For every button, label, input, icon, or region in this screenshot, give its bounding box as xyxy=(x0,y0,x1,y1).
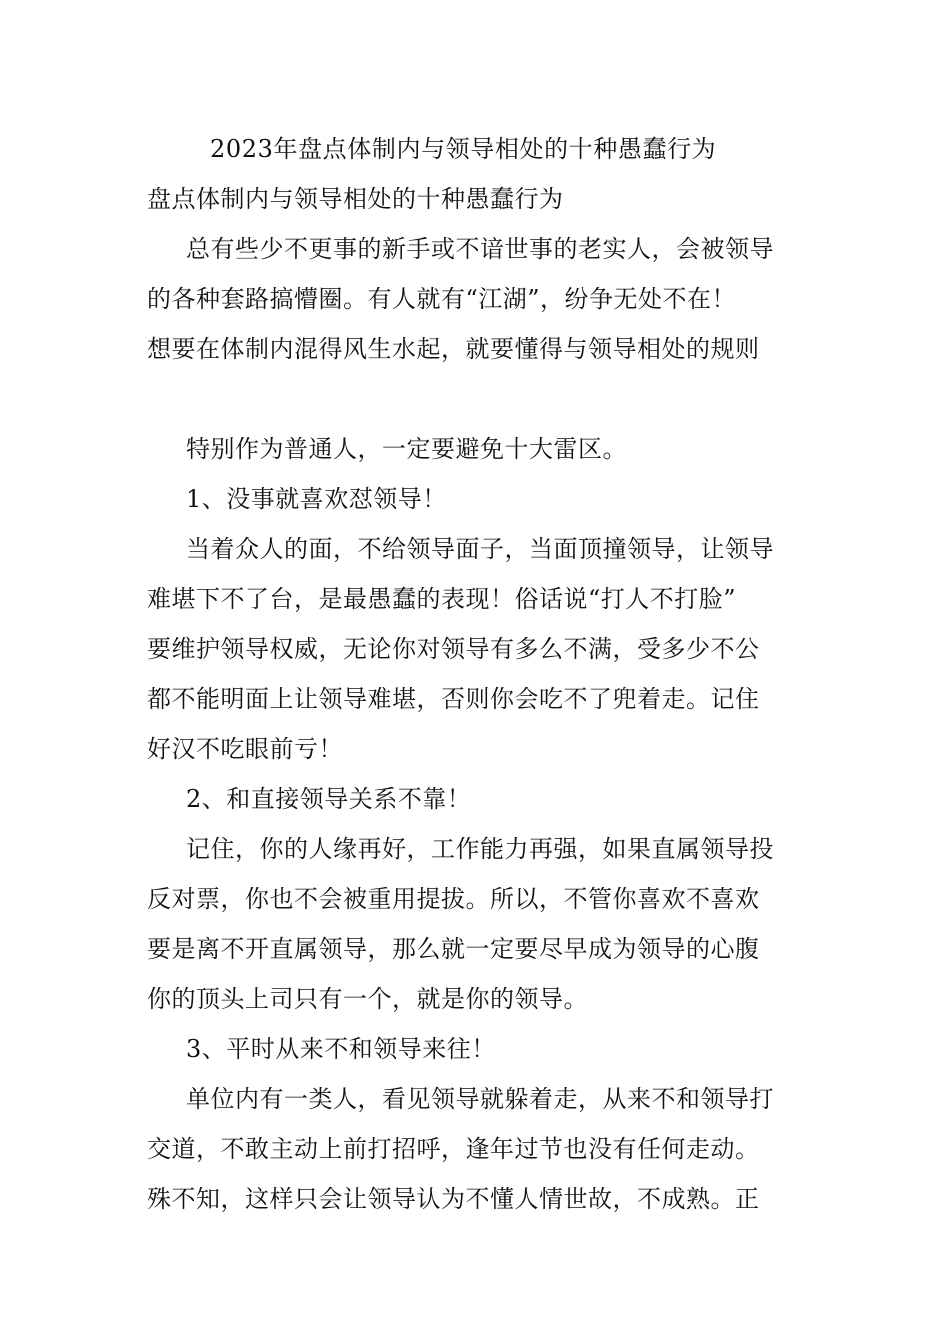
section-line: 好汉不吃眼前亏！ xyxy=(147,735,343,763)
section-line: 记住，你的人缘再好，工作能力再强，如果直属领导投 xyxy=(186,835,774,863)
section-line: 殊不知，这样只会让领导认为不懂人情世故，不成熟。正 xyxy=(147,1185,760,1213)
intro-line: 总有些少不更事的新手或不谙世事的老实人，会被领导 xyxy=(186,235,774,263)
section-heading: 2、和直接领导关系不靠！ xyxy=(186,785,472,813)
intro-tail: 特别作为普通人，一定要避免十大雷区。 xyxy=(186,435,627,463)
intro-line: 想要在体制内混得风生水起，就要懂得与领导相处的规则 xyxy=(147,335,760,363)
section-line: 要维护领导权威，无论你对领导有多么不满，受多少不公 xyxy=(147,635,760,663)
section-heading: 1、没事就喜欢怼领导！ xyxy=(186,485,447,513)
section-line: 单位内有一类人，看见领导就躲着走，从来不和领导打 xyxy=(186,1085,774,1113)
section-heading: 3、平时从来不和领导来往！ xyxy=(186,1035,496,1063)
document-subtitle: 盘点体制内与领导相处的十种愚蠢行为 xyxy=(147,185,564,213)
section-line: 难堪下不了台，是最愚蠢的表现！俗话说“打人不打脸” xyxy=(147,585,737,613)
section-line: 你的顶头上司只有一个，就是你的领导。 xyxy=(147,985,588,1013)
document-title: 2023年盘点体制内与领导相处的十种愚蠢行为 xyxy=(210,135,717,163)
section-line: 反对票，你也不会被重用提拔。所以，不管你喜欢不喜欢 xyxy=(147,885,760,913)
section-line: 都不能明面上让领导难堪，否则你会吃不了兜着走。记住 xyxy=(147,685,760,713)
section-line: 当着众人的面，不给领导面子，当面顶撞领导，让领导 xyxy=(186,535,774,563)
section-line: 要是离不开直属领导，那么就一定要尽早成为领导的心腹 xyxy=(147,935,760,963)
intro-line: 的各种套路搞懵圈。有人就有“江湖”，纷争无处不在！ xyxy=(147,285,737,313)
section-line: 交道，不敢主动上前打招呼，逢年过节也没有任何走动。 xyxy=(147,1135,760,1163)
